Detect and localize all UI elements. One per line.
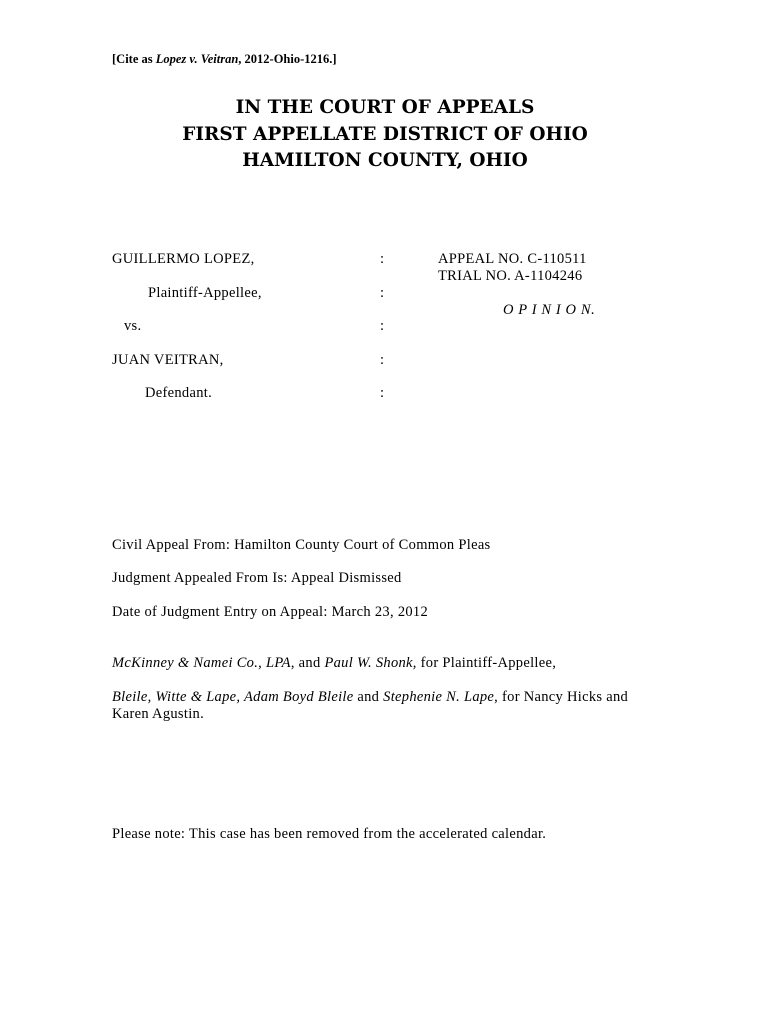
plaintiff-name: GUILLERMO LOPEZ, (112, 251, 255, 267)
appeal-number: APPEAL NO. C-110511 (438, 251, 587, 267)
court-title-line-3: HAMILTON COUNTY, OHIO (242, 150, 528, 171)
counsel-firm: Bleile, Witte & Lape, Adam Boyd Bleile (112, 689, 354, 705)
caption-separator: : (380, 352, 385, 368)
citation-case-name: Lopez v. Veitran (155, 52, 239, 66)
counsel-for: , for Nancy Hicks and Karen Agustin. (112, 689, 629, 722)
counsel-attorney: Stephenie N. Lape (383, 689, 495, 705)
date-of-judgment-entry: Date of Judgment Entry on Appeal: March 23, 2012 (112, 604, 429, 620)
defendant-role: Defendant. (145, 385, 213, 401)
counsel-attorney: Paul W. Shonk, (324, 655, 417, 671)
caption-separator: : (380, 285, 385, 301)
counsel-conjunction: , and (290, 655, 325, 671)
citation (112, 52, 337, 67)
trial-number: TRIAL NO. A-1104246 (438, 268, 583, 284)
citation-prefix: [Cite as (112, 52, 156, 66)
caption-separator: : (380, 318, 385, 334)
judgment-appealed-from: Judgment Appealed From Is: Appeal Dismissed (112, 570, 402, 586)
plaintiff-role: Plaintiff-Appellee, (148, 285, 262, 301)
calendar-note: Please note: This case has been removed from the accelerated calendar. (112, 826, 547, 842)
citation-suffix: , 2012-Ohio-1216.] (238, 52, 337, 66)
defendant-name: JUAN VEITRAN, (112, 352, 224, 368)
counsel-firm: McKinney & Namei Co., LPA (112, 655, 291, 671)
document-type: O P I N I O N. (503, 302, 596, 318)
court-title-line-1: IN THE COURT OF APPEALS (235, 97, 535, 118)
counsel-intervenors (112, 689, 662, 723)
counsel-conjunction: and (353, 689, 384, 705)
counsel-for: for Plaintiff-Appellee, (416, 655, 557, 671)
counsel-plaintiff (112, 655, 556, 672)
civil-appeal-from: Civil Appeal From: Hamilton County Court of Common Pleas (112, 537, 491, 553)
caption-separator: : (380, 251, 385, 267)
caption-separator: : (380, 385, 385, 401)
court-title-line-2: FIRST APPELLATE DISTRICT OF OHIO (182, 124, 588, 145)
versus: vs. (124, 318, 142, 334)
